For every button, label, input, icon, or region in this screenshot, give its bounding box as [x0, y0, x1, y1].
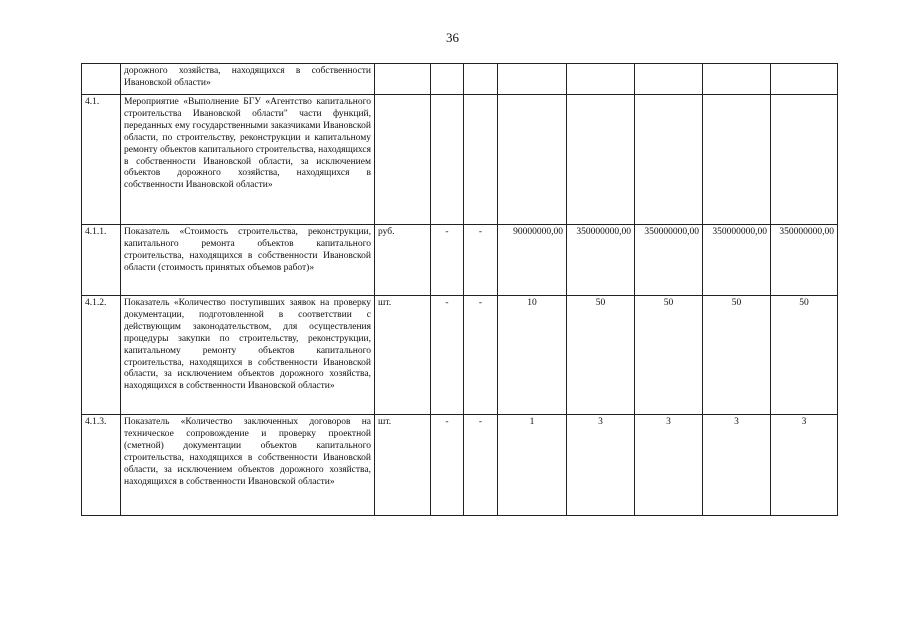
- row-number: 4.1.2.: [82, 296, 121, 415]
- row-value-6: [703, 95, 771, 225]
- row-value-7: 50: [771, 296, 838, 415]
- row-number: 4.1.1.: [82, 225, 121, 296]
- row-value-2: [464, 95, 498, 225]
- row-value-4: [567, 95, 635, 225]
- row-value-5: [635, 64, 703, 95]
- row-value-4: 50: [567, 296, 635, 415]
- row-unit: руб.: [375, 225, 431, 296]
- indicators-table: [81, 63, 838, 516]
- row-value-7: [771, 95, 838, 225]
- row-value-3: 1: [498, 415, 567, 516]
- row-value-6: [703, 64, 771, 95]
- row-value-1: -: [431, 225, 464, 296]
- row-unit: [375, 95, 431, 225]
- row-value-3: [498, 64, 567, 95]
- row-unit: шт.: [375, 415, 431, 516]
- row-value-2: -: [464, 296, 498, 415]
- row-value-1: -: [431, 296, 464, 415]
- row-value-5: 350000000,00: [635, 225, 703, 296]
- row-value-4: [567, 64, 635, 95]
- row-value-3: 10: [498, 296, 567, 415]
- row-unit: [375, 64, 431, 95]
- row-value-5: 50: [635, 296, 703, 415]
- row-unit: шт.: [375, 296, 431, 415]
- row-value-4: 350000000,00: [567, 225, 635, 296]
- table-row: [82, 415, 838, 516]
- table-row: [82, 225, 838, 296]
- table-row: [82, 95, 838, 225]
- row-value-3: 90000000,00: [498, 225, 567, 296]
- row-value-2: -: [464, 415, 498, 516]
- table-row: [82, 64, 838, 95]
- row-value-7: [771, 64, 838, 95]
- row-value-4: 3: [567, 415, 635, 516]
- row-value-1: [431, 95, 464, 225]
- row-value-6: 3: [703, 415, 771, 516]
- row-value-5: 3: [635, 415, 703, 516]
- row-value-6: 50: [703, 296, 771, 415]
- row-value-1: [431, 64, 464, 95]
- row-number: [82, 64, 121, 95]
- row-value-7: 350000000,00: [771, 225, 838, 296]
- row-description: Мероприятие «Выполнение БГУ «Агентство капитального строительства Ивановской области" части функций, переданных ему государственными заказчиками Ивановской области, по строительству, реконструкции и капитальному ремонту объектов капитального строительства, находящихся в собственности Ивановской области, за исключением объектов дорожного хозяйства, находящихся в собственности Ивановской области»: [121, 95, 375, 225]
- row-value-2: [464, 64, 498, 95]
- page-number: 36: [446, 30, 459, 45]
- row-description: дорожного хозяйства, находящихся в собственности Ивановской области»: [121, 64, 375, 95]
- row-description: Показатель «Количество заключенных договоров на техническое сопровождение и проверку проектной (сметной) документации объектов капитального строительства, находящихся в собственности Ивановской области, за исключением объектов дорожного хозяйства, находящихся в собственности Ивановской области»: [121, 415, 375, 516]
- table-row: [82, 296, 838, 415]
- row-value-5: [635, 95, 703, 225]
- row-value-7: 3: [771, 415, 838, 516]
- row-value-6: 350000000,00: [703, 225, 771, 296]
- row-value-1: -: [431, 415, 464, 516]
- row-number: 4.1.: [82, 95, 121, 225]
- row-description: Показатель «Стоимость строительства, реконструкции, капитального ремонта объектов капитального строительства, находящихся в собственности Ивановской области (стоимость принятых объемов работ)»: [121, 225, 375, 296]
- row-description: Показатель «Количество поступивших заявок на проверку документации, подготовленной в соответствии с действующим законодательством, для осуществления процедуры закупки по строительству, реконструкции, капитальному ремонту объектов капитального строительства, находящихся в собственности Ивановской области, за исключением объектов дорожного хозяйства, находящихся в собственности Ивановской области»: [121, 296, 375, 415]
- row-value-2: -: [464, 225, 498, 296]
- row-value-3: [498, 95, 567, 225]
- row-number: 4.1.3.: [82, 415, 121, 516]
